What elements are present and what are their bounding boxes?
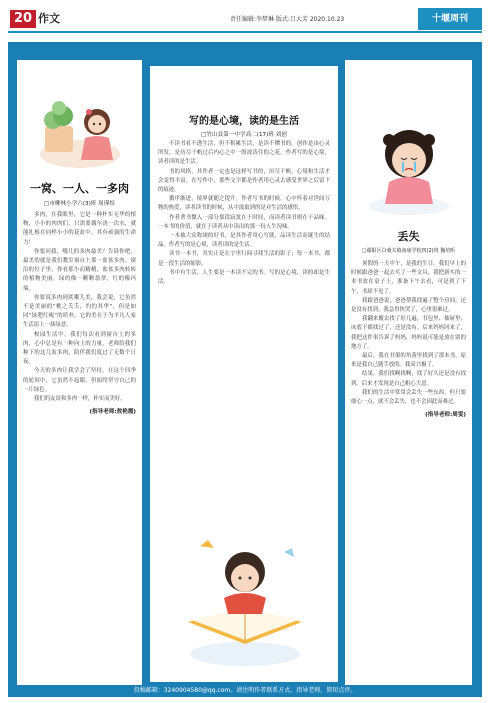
middle-paragraph: 一本被大众称颂的好书，是其作者用心写就、品读生活而诞生的结晶。作者写的是心境，读者读的是生活。: [158, 233, 330, 249]
middle-article: [150, 66, 338, 682]
right-article: [345, 60, 472, 690]
right-paragraph: 我翻来覆去找了好几遍，书包里、抽屉里、床底下都找过了，还是没有。后来妈妈回来了，我把这件事告诉了妈妈，妈妈说可能是放在别的地方了。: [351, 316, 466, 350]
header-divider: [8, 31, 482, 33]
page-header: [0, 0, 489, 40]
left-title: 一窝、一人、一多肉: [30, 182, 129, 195]
page-number: 20: [10, 10, 36, 28]
right-byline: □鄢阳区白桑关镇南庙学校四(2)班 魏培昕: [361, 248, 456, 254]
middle-paragraph: 不读书看不透生活，但不积累生活，是读不懂书的。创作是由心灵所发，是历尽千帆过后内心之中一股波涛往的之花。作者写的是心境，读者读的是生活。: [158, 141, 330, 166]
middle-paragraph: 书中有生活，人生要是一本读不完的书。写的是心境，读的却是生活。: [158, 269, 330, 286]
right-paragraph: 暑假的一天中午，是我的生日。我们早上的时候跟爸爸一起去买了一些文具，我把新买的一本书放在桌子上，准备下午去看，可是到了下午，书却不见了。: [351, 261, 466, 295]
right-tutor: (指导老师:周雯): [425, 412, 466, 419]
crying-girl-illustration: [359, 120, 459, 218]
section-title: 作文: [38, 12, 60, 25]
left-article: [17, 60, 142, 690]
middle-paragraph: 读书一本书，其实正是在字里行间寻找生活的影子；每一本书，都是一段生活的缩影。: [158, 251, 330, 267]
left-byline: □市柳林小学六(3)班 周瑾煊: [44, 201, 115, 207]
left-paragraph: 多肉，在我眼里，它是一种朴实无华的植物，小小的肉肉们，只需要偶尔浇一次水，就能扎根在同样小小的花盆中，其有顽强的生命力！: [23, 212, 136, 246]
left-paragraph: 你要问我，哪儿的多肉最美？告诉你吧，最美的就是我们教室窗台上那一盆盆多肉。窗沿的位子里，你看那小而精精，盆盆多肉转转的植物美丽，绿的像一颗颗翡翠，红的像玛瑙。: [23, 248, 136, 292]
left-paragraph: 校园生活中，我们每次看到窗台上的多肉，心中总是有一种向上的力量。老师给我们种下的这几盆多肉，陪伴我们度过了无数个日夜。: [23, 331, 136, 366]
left-paragraph: 我们的友谊和多肉一样，朴实而美好。: [34, 396, 126, 403]
editor-meta: 责任编辑:李梦琳 版式:吕大芳 2020.10.23: [230, 16, 345, 23]
left-tutor: (指导老师:敖艳霞): [89, 409, 136, 416]
child-reading-book-illustration: [180, 524, 310, 674]
right-paragraph: 最后，我在书架的角落里找到了那本书，原来是我自己随手放的。我高兴极了。: [351, 353, 466, 369]
submission-footer: 投稿邮箱：3240904580@qq.com。请注明作者联系方式，指导老师，简短点评。: [8, 685, 482, 697]
middle-title: 写的是心境，读的是生活: [189, 116, 299, 127]
right-paragraph: 结果，我们找啊找啊，找了好久还是没有找到。后来才发现是自己粗心大意。: [351, 371, 466, 387]
left-paragraph: 你要说多肉到底哪儿美，我会说，它虽然不是美丽的“桃之夭夭，灼灼其华”，但是如同“绿肥红瘦”的质朴。它的美在于为平凡人家生活添上一抹绿意。: [23, 294, 136, 329]
right-paragraph: 我们的生活中常常会丢失一些东西，但只要细心一点，就不会丢失，也不会因此而难过。: [351, 389, 466, 406]
middle-paragraph: 循序渐进，境界就随之提升。作者写书的时候，心中怀着对世间万物的热爱，读者读书的时候，从中汲取到的是对生活的感悟。: [158, 196, 330, 212]
right-paragraph: 我跟爸爸说，爸爸帮我找遍了整个房间，还是没有找到。我急得快哭了，心里很难过。: [351, 297, 466, 314]
girl-with-plant-illustration: [31, 94, 129, 172]
brand-badge: 十堰周刊: [418, 8, 482, 30]
middle-byline: □竹山县第一中学高二(17)班 刘创: [201, 132, 287, 138]
left-paragraph: 今天的多肉让我学会了坚持，在这个四季的轮回中，它虽然不起眼，但始终坚守自己的一片绿色。: [23, 368, 136, 393]
middle-paragraph: 书的风格，其作者一定也是这样写书的，历尽千帆，心境和生活才会变得丰富。在写作中，那些文字都是作者用心灵去感受世界之后留下的痕迹。: [158, 168, 330, 194]
right-title: 丢失: [397, 230, 420, 243]
middle-paragraph: 作者著书微入一部分那段寂寞在于时间，而读者读书则在于品味。一本书的价值，就在于读者从中读出的那一份人生况味。: [158, 214, 330, 230]
